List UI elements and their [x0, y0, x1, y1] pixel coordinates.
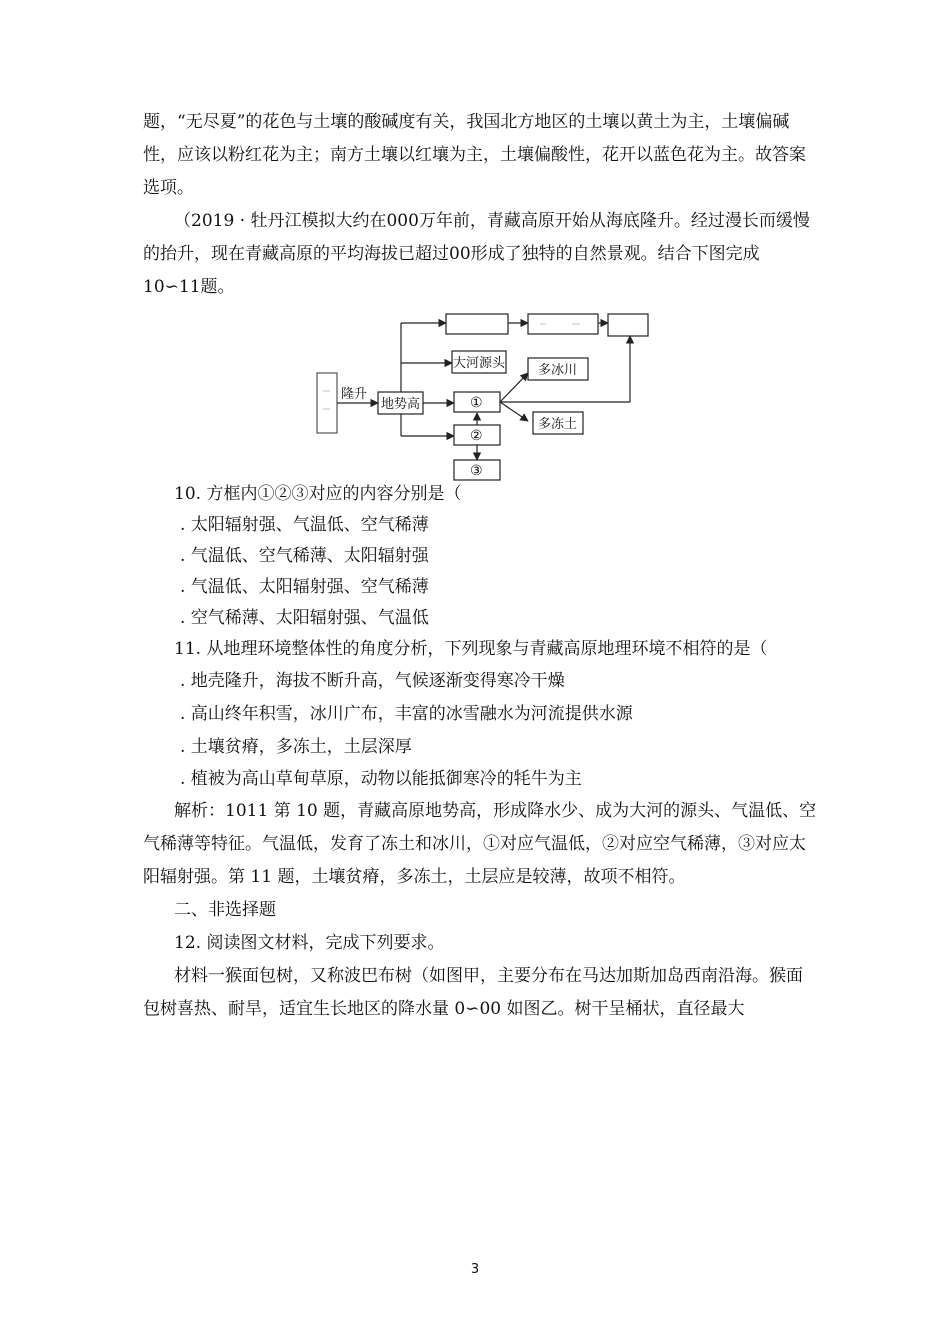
flow-diagram — [300, 305, 670, 485]
circle-1-label: ① — [470, 395, 483, 411]
question-10-stem: 10. 方框内①②③对应的内容分别是（ — [174, 484, 462, 504]
question-11-stem: 11. 从地理环境整体性的角度分析，下列现象与青藏高原地理环境不相符的是（ — [174, 639, 768, 659]
terrain-high-label: 地势高 — [381, 397, 421, 412]
analysis-line: 阳辐射强。第 11 题，土壤贫瘠，多冻土，土层应是较薄，故项不相符。 — [143, 867, 686, 887]
option-a: . 太阳辐射强、气温低、空气稀薄 — [180, 515, 429, 535]
plateau-box — [317, 373, 337, 433]
option-d: . 植被为高山草甸草原，动物以能抵御寒冷的牦牛为主 — [180, 769, 582, 789]
page-number: 3 — [470, 1262, 480, 1277]
permafrost-label: 多冻土 — [538, 417, 578, 432]
circle-2-label: ② — [470, 428, 483, 444]
empty-box-3 — [608, 314, 648, 336]
analysis-line: 解析：1011 第 10 题，青藏高原地势高，形成降水少、成为大河的源头、气温低、空 — [174, 801, 817, 821]
text-line: 选项。 — [143, 178, 194, 198]
circle-3-label: ③ — [470, 463, 483, 479]
empty-box-2 — [528, 314, 598, 334]
big-river-source-label: 大河源头 — [453, 356, 506, 371]
material-line: 材料一猴面包树，又称波巴布树（如图甲，主要分布在马达加斯加岛西南沿海。猴面 — [174, 966, 803, 986]
material-line: 包树喜热、耐旱，适宜生长地区的降水量 0∽00 如图乙。树干呈桶状，直径最大 — [143, 999, 745, 1019]
analysis-line: 气稀薄等特征。气温低，发育了冻土和冰川，①对应气温低，②对应空气稀薄，③对应太 — [143, 834, 806, 854]
many-glaciers-label: 多冰川 — [538, 363, 578, 378]
option-a: . 地壳隆升，海拔不断升高，气候逐渐变得寒冷干燥 — [180, 671, 565, 691]
section-heading: 二、非选择题 — [174, 900, 276, 920]
rise-label: 隆升 — [341, 387, 368, 402]
text-line: 题，“无尽夏”的花色与土壤的酸碱度有关，我国北方地区的土壤以黄土为主，土壤偏碱 — [143, 112, 790, 132]
option-b: . 气温低、空气稀薄、太阳辐射强 — [180, 546, 429, 566]
text-line: 性，应该以粉红花为主；南方土壤以红壤为主，土壤偏酸性，花开以蓝色花为主。故答案 — [143, 145, 806, 165]
text-line: 10∽11题。 — [143, 277, 235, 297]
option-c: . 气温低、太阳辐射强、空气稀薄 — [180, 577, 429, 597]
option-d: . 空气稀薄、太阳辐射强、气温低 — [180, 608, 429, 628]
question-12-stem: 12. 阅读图文材料，完成下列要求。 — [174, 933, 445, 953]
option-c: . 土壤贫瘠，多冻土，土层深厚 — [180, 737, 412, 757]
text-line: 的抬升，现在青藏高原的平均海拔已超过00形成了独特的自然景观。结合下图完成 — [143, 244, 760, 264]
empty-box-1 — [446, 314, 508, 334]
text-line: （2019 · 牡丹江模拟大约在000万年前，青藏高原开始从海底隆升。经过漫长而缓慢 — [174, 211, 810, 231]
option-b: . 高山终年积雪，冰川广布，丰富的冰雪融水为河流提供水源 — [180, 704, 633, 724]
